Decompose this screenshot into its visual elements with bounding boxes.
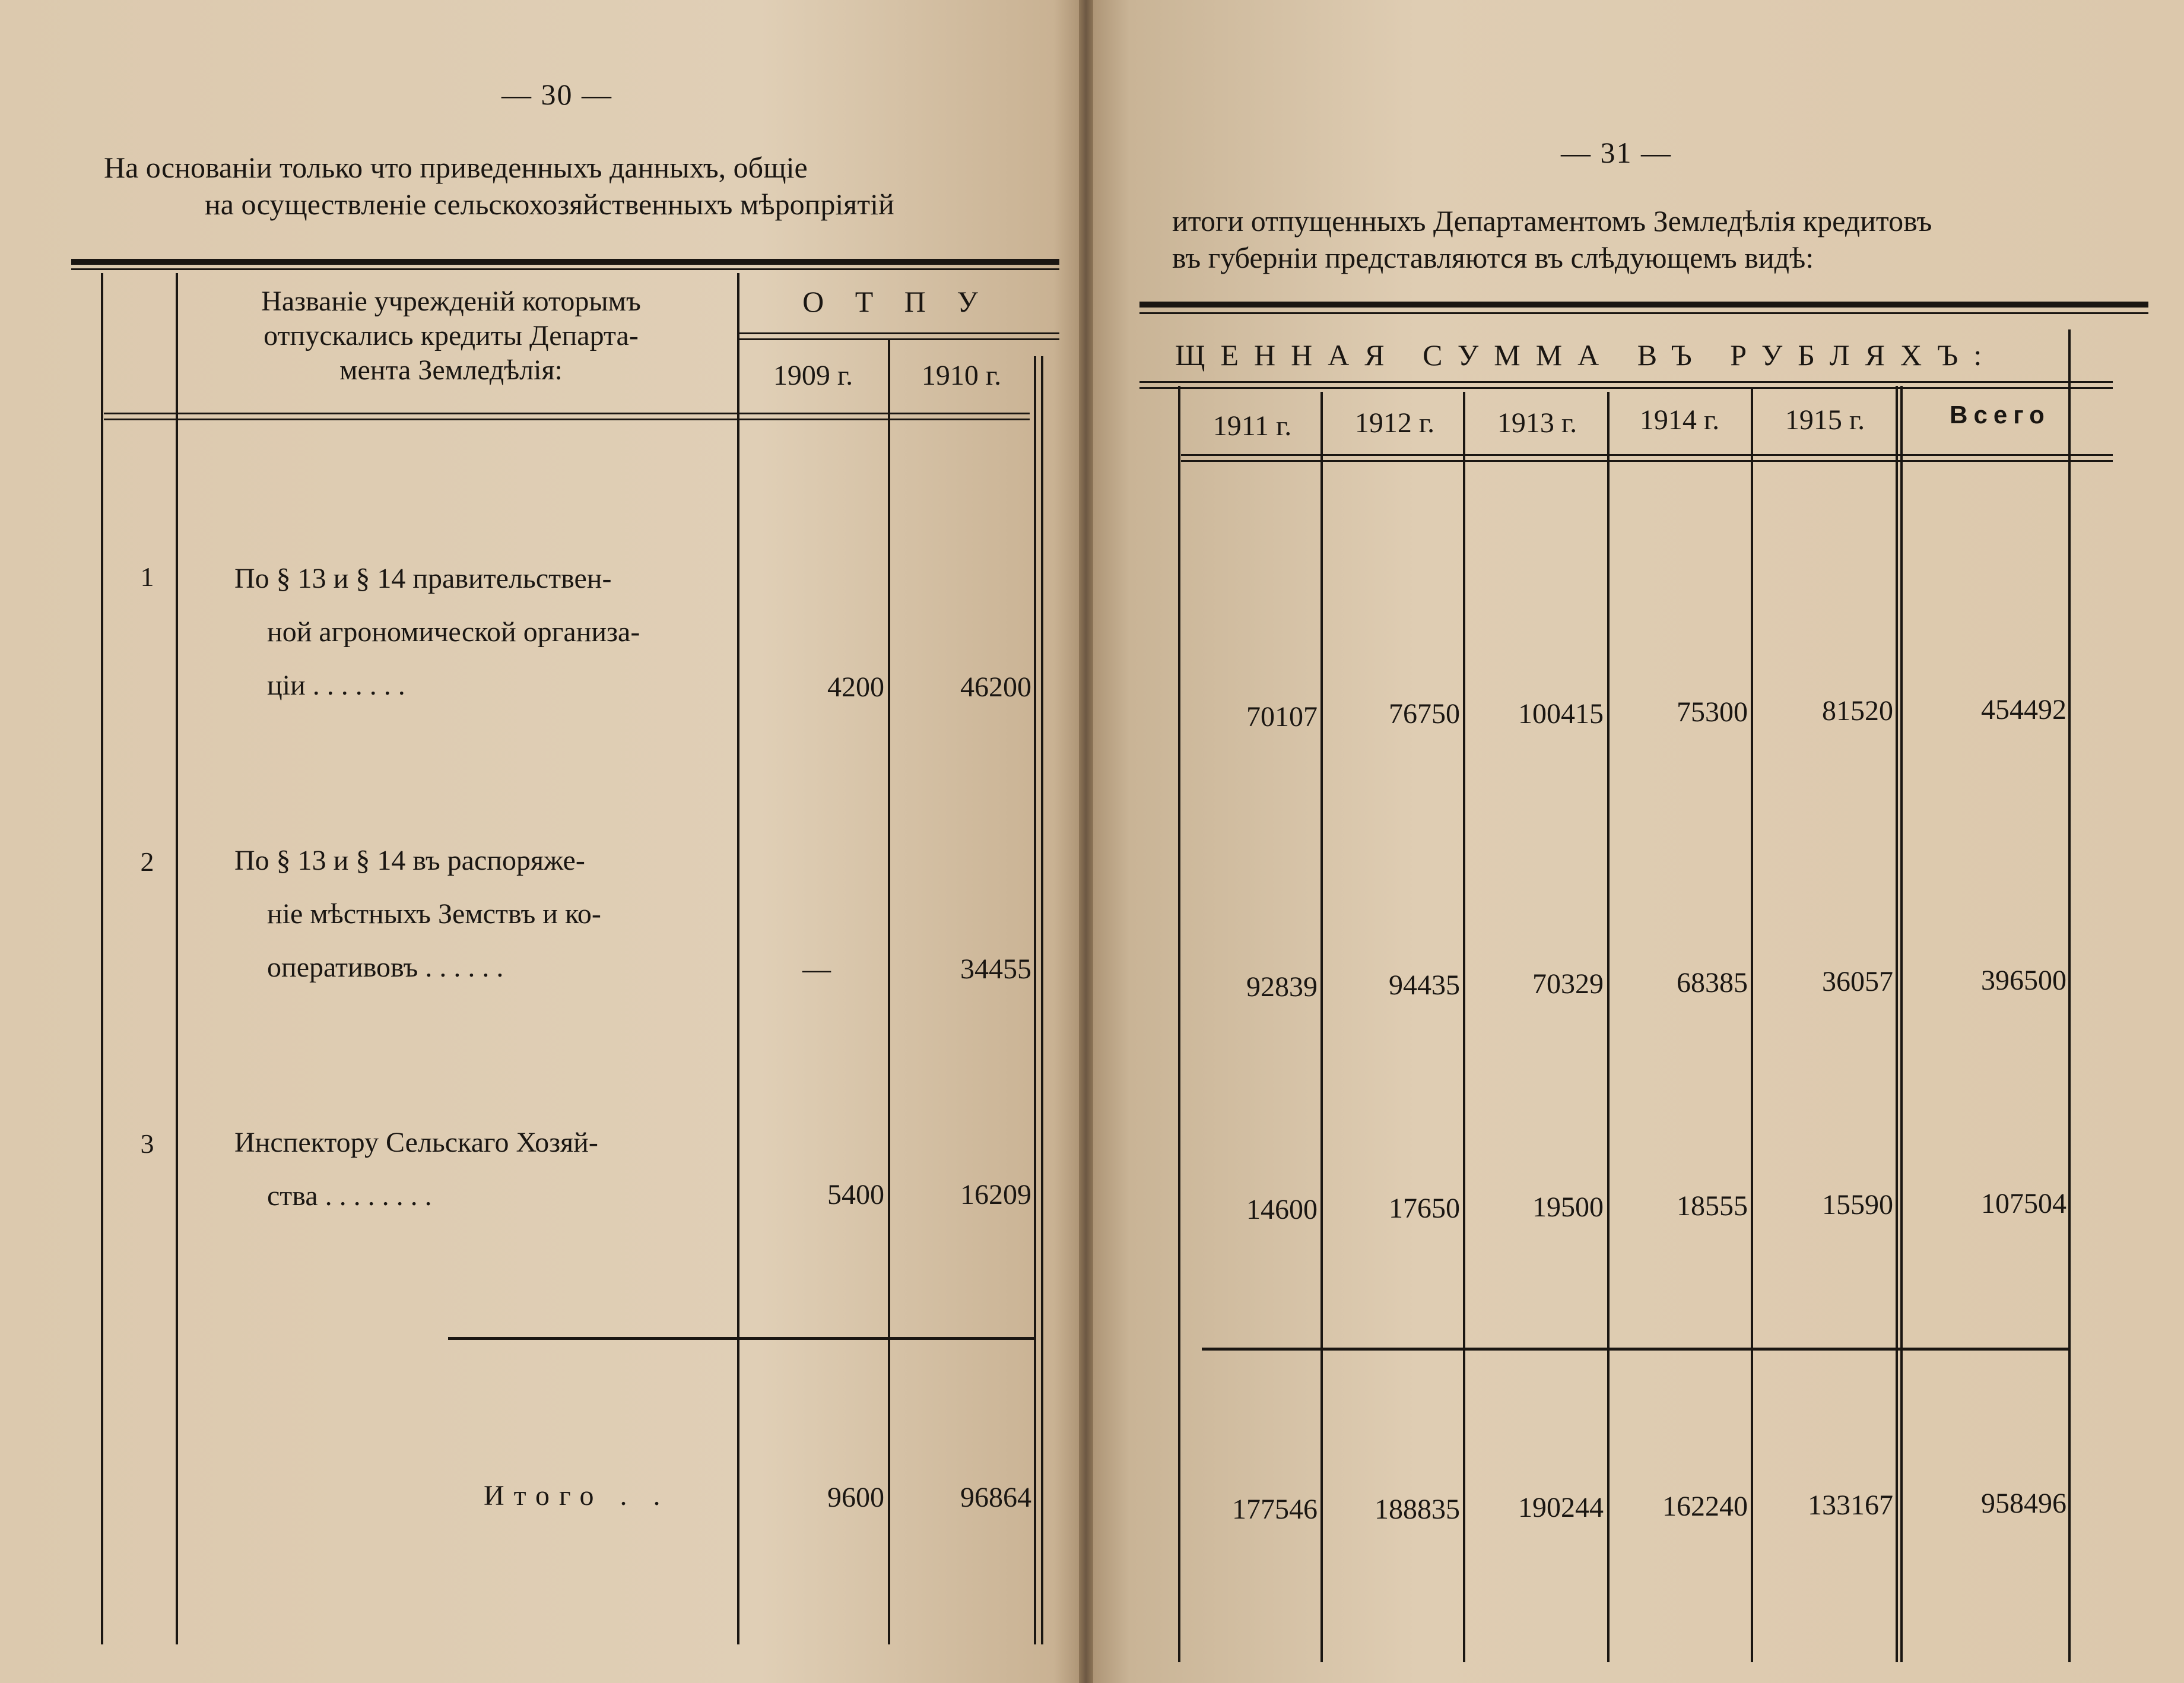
row-3-line-2: ства . . . . . . . . xyxy=(267,1180,432,1212)
year-1911: 1911 г. xyxy=(1212,410,1292,442)
rcol-line-1914 xyxy=(1751,389,1753,1662)
header-sum: ЩЕННАЯ СУММА ВЪ РУБЛЯХЪ: xyxy=(1175,338,1998,372)
table-top-rule xyxy=(71,259,1059,265)
intro-line-right-1: итоги отпущенныхъ Департаментомъ Земледѣлiя кредитовъ xyxy=(1172,204,1932,237)
page-number-right: — 31 — xyxy=(1561,136,1672,169)
rcol-line-right xyxy=(2068,329,2071,1662)
col-line-1910 xyxy=(1034,356,1036,1644)
total-1915: 133167 xyxy=(1808,1489,1893,1521)
total-1914: 162240 xyxy=(1662,1491,1748,1522)
row-3-index: 3 xyxy=(140,1129,154,1159)
row-2-1910: 34455 xyxy=(960,953,1031,985)
col-line-1909 xyxy=(888,338,890,1644)
table-top-rule-thin xyxy=(71,268,1059,270)
total-1911: 177546 xyxy=(1232,1494,1318,1525)
row-1-line-3: цiи . . . . . . . xyxy=(267,670,405,701)
table-top-rule-right-thin xyxy=(1139,312,2148,314)
row-1-index: 1 xyxy=(140,562,154,592)
rcol-line-1912 xyxy=(1463,392,1465,1662)
row-3-1910: 16209 xyxy=(960,1179,1031,1210)
header-name-line-1: Названiе учрежденiй которымъ xyxy=(261,286,641,317)
total-1910: 96864 xyxy=(960,1482,1031,1513)
r3-1915: 15590 xyxy=(1822,1189,1893,1221)
total-1909: 9600 xyxy=(827,1482,884,1513)
header-split-rule-right xyxy=(1139,381,2113,383)
r1-1912: 76750 xyxy=(1389,698,1460,730)
col-line-name xyxy=(737,273,739,1644)
r1-1911: 70107 xyxy=(1246,701,1318,733)
row-1-line-2: ной агрономической организа- xyxy=(267,616,640,648)
r1-1913: 100415 xyxy=(1518,698,1604,730)
row-2-line-2: нiе мѣстныхъ Земствъ и ко- xyxy=(267,898,601,930)
total-1912: 188835 xyxy=(1374,1494,1460,1525)
r2-1913: 70329 xyxy=(1532,968,1604,1000)
r2-1911: 92839 xyxy=(1246,971,1318,1003)
total-all: 958496 xyxy=(1981,1488,2066,1519)
total-rule-right xyxy=(1202,1348,2068,1351)
r3-1913: 19500 xyxy=(1532,1191,1604,1223)
header-bottom-rule-2 xyxy=(104,419,1030,420)
r2-1914: 68385 xyxy=(1677,967,1748,999)
year-1909: 1909 г. xyxy=(773,360,853,391)
row-2-line-1: По § 13 и § 14 въ распоряже- xyxy=(234,845,585,876)
col-line-outer-left xyxy=(101,273,103,1644)
r1-1915: 81520 xyxy=(1822,695,1893,727)
rcol-line-left xyxy=(1178,386,1180,1662)
r3-1914: 18555 xyxy=(1677,1190,1748,1222)
r2-total: 396500 xyxy=(1981,965,2066,996)
year-1915: 1915 г. xyxy=(1785,404,1865,436)
left-page xyxy=(0,0,1086,1683)
row-1-1910: 46200 xyxy=(960,671,1031,703)
col-line-index xyxy=(176,273,178,1644)
year-1910: 1910 г. xyxy=(921,360,1002,391)
header-otpu: О Т П У xyxy=(802,285,990,318)
year-1914: 1914 г. xyxy=(1639,404,1720,436)
r1-total: 454492 xyxy=(1981,694,2066,725)
col-line-1910-b xyxy=(1041,356,1043,1644)
row-2-index: 2 xyxy=(140,847,154,877)
r3-1911: 14600 xyxy=(1246,1194,1318,1225)
row-3-1909: 5400 xyxy=(827,1179,884,1210)
year-1913: 1913 г. xyxy=(1497,407,1577,439)
row-2-1909: — xyxy=(802,953,831,985)
rcol-line-1911 xyxy=(1320,392,1323,1662)
intro-line-2: на осуществленiе сельскохозяйственныхъ мѣропрiятiй xyxy=(205,188,894,221)
page-number-left: — 30 — xyxy=(501,78,612,111)
book-gutter xyxy=(1079,0,1093,1683)
table-top-rule-right xyxy=(1139,302,2148,308)
r3-total: 107504 xyxy=(1981,1188,2066,1219)
row-1-1909: 4200 xyxy=(827,671,884,703)
r3-1912: 17650 xyxy=(1389,1193,1460,1224)
header-split-rule xyxy=(739,332,1059,334)
r2-1915: 36057 xyxy=(1822,966,1893,997)
intro-line-1: На основанiи только что приведенныхъ данныхъ, общiе xyxy=(104,151,808,184)
row-3-line-1: Инспектору Сельскаго Хозяй- xyxy=(234,1127,598,1158)
header-split-rule-right-2 xyxy=(1139,387,2113,389)
total-rule xyxy=(448,1337,1036,1340)
total-1913: 190244 xyxy=(1518,1492,1604,1523)
rcol-line-1913 xyxy=(1607,392,1610,1662)
right-page xyxy=(1086,0,2184,1683)
year-total: Всего xyxy=(1950,401,2050,429)
year-1912: 1912 г. xyxy=(1354,407,1435,439)
r1-1914: 75300 xyxy=(1677,696,1748,728)
intro-line-right-2: въ губернiи представляются въ слѣдующемъ видѣ: xyxy=(1172,241,1814,274)
header-name-line-3: мента Земледѣлiя: xyxy=(339,354,563,386)
rcol-line-1915 xyxy=(1896,386,1898,1662)
header-name-line-2: отпускались кредиты Департа- xyxy=(264,320,639,351)
row-2-line-3: оперативовъ . . . . . . xyxy=(267,952,504,983)
r2-1912: 94435 xyxy=(1389,969,1460,1001)
header-split-rule-2 xyxy=(739,338,1059,340)
header-bottom-rule xyxy=(104,413,1030,414)
total-label: Итого . . xyxy=(484,1480,670,1511)
rcol-line-1915-b xyxy=(1900,386,1903,1662)
row-1-line-1: По § 13 и § 14 правительствен- xyxy=(234,563,612,594)
